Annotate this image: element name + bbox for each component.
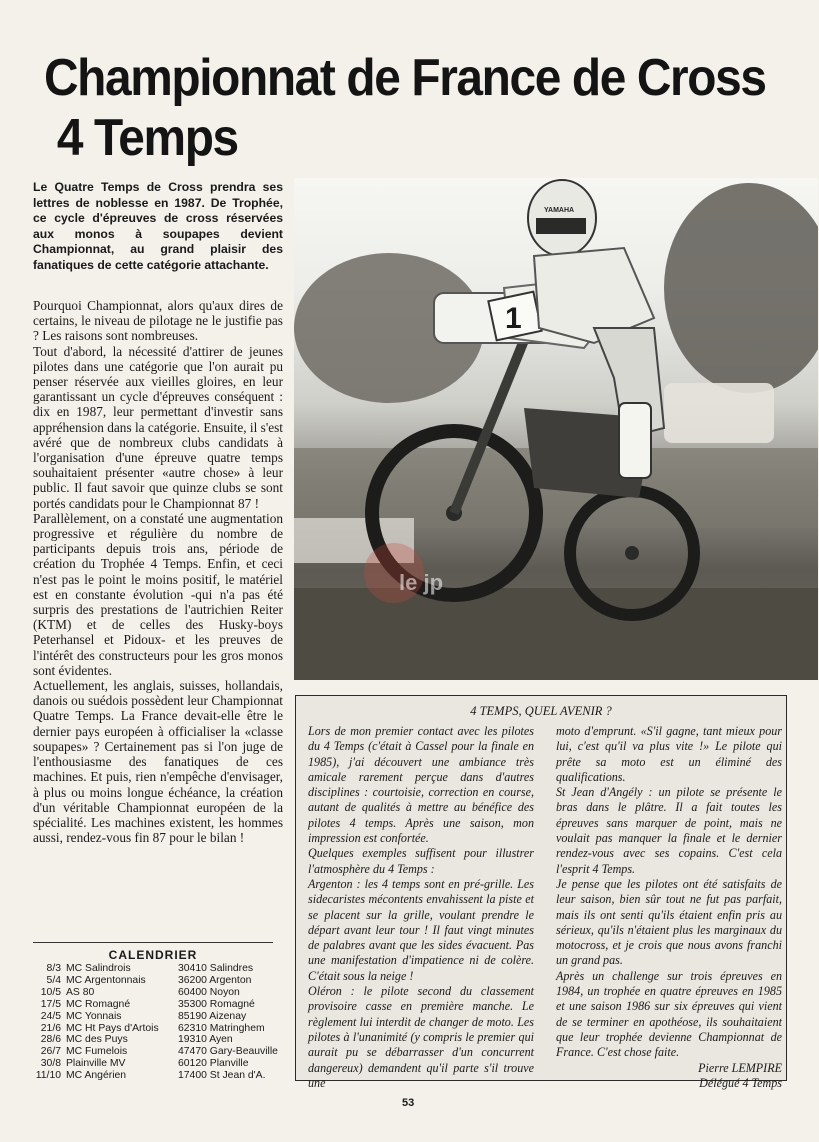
sidebar-paragraph: Argenton : les 4 temps sont en pré-grille. Les sidecaristes mécontents envahissent la piste et se placent sur la grille, voulant prendre le départ avant leur tour ! Il faut vingt minutes de palabres avant que les sides évacuent. Pas une manifestation d'impatience ni de colère. C'était sous la neige ! [308, 876, 534, 983]
body-paragraph: Parallèlement, on a constaté une augmentation progressive et régulière du nombre de participants depuis trois ans, période de création du Trophée 4 Temps. Enfin, et ceci n'est pas le point le moins positif, le matériel est en constante évolution -qui n'a pas été surpris des prestations de l'autrichien Reiter (KTM) et de celles des Husky-boys Peterhansel et Pidoux- et les preuves de l'intérêt des constructeurs pour les gros monos sont évidentes. [33, 510, 283, 678]
table-row [33, 1023, 283, 1035]
body-paragraph: Actuellement, les anglais, suisses, hollandais, danois ou suédois possèdent leur Championnat Quatre Temps. La France devait-elle être le dernier pays européen à officialiser la «classe soupapes» ? Certainement pas si l'on juge de l'enthousiasme des fanatiques de ces machines. Et puis, rien n'empêche d'envisager, à plus ou moins longue échéance, la création d'un véritable Championnat européen de la spécialité. Les machines existent, les hommes aussi, rendez-vous fin 87 pour le bilan ! [33, 678, 283, 846]
calendar-club: AS 80 [66, 986, 95, 998]
calendar-rule [33, 942, 273, 943]
photo-illustration [294, 178, 818, 680]
calendar-date: 26/7 [40, 1046, 61, 1058]
calendar-table [33, 963, 283, 1082]
watermark: le jp [399, 570, 444, 595]
calendar-club: MC Angérien [66, 1070, 127, 1082]
calendar-date: 11/10 [35, 1070, 61, 1082]
calendar-place: 17400 St Jean d'A. [178, 1070, 266, 1082]
table-row [33, 1058, 283, 1070]
table-row [33, 963, 283, 975]
article-body [33, 298, 283, 845]
title-line-2: 4 Temps [56, 109, 238, 167]
lead-paragraph: Le Quatre Temps de Cross prendra ses lettres de noblesse en 1987. De Trophée, ce cycle d'épreuves de cross réservées aux monos à soupapes devient Championnat, au grand plaisir des fanatiques de cette catégorie attachante. [33, 180, 283, 272]
calendar-date: 28/6 [40, 1034, 61, 1046]
calendar-date: 10/5 [40, 986, 61, 998]
calendar-place: 62310 Matringhem [178, 1022, 265, 1034]
calendar-date: 17/5 [40, 998, 61, 1010]
table-row [33, 999, 283, 1011]
table-row [33, 987, 283, 999]
sidebar-paragraph: Quelques exemples suffisent pour illustrer l'atmosphère du 4 Temps : [308, 846, 534, 876]
body-paragraph: Tout d'abord, la nécessité d'attirer de jeunes pilotes dans une catégorie que l'on aurait pu penser réservée aux vieilles gloires, en leur garantissant un cycle d'épreuves conséquent : dix en 1987, leur permettant d'investir sans appréhension dans la catégorie. Ensuite, il s'est avéré que de nombreux clubs candidats à l'organisation d'une épreuve quatre temps souhaitaient présenter «autre chose» à leur public. Il faut savoir que quinze clubs se sont portés candidats pour le Championnat 87 ! [33, 343, 283, 511]
sidebar-right-column [556, 724, 782, 1091]
calendar-date: 24/5 [40, 1010, 61, 1022]
page-number: 53 [402, 1097, 415, 1109]
table-row [33, 1070, 283, 1082]
sidebar-paragraph: Après un challenge sur trois épreuves en 1984, un trophée en quatre épreuves en 1985 et une saison 1986 sur six épreuves qui vient de se terminer en apothéose, ils souhaitaient que leur trophée devienne Championnat de France. C'est chose faite. [556, 968, 782, 1060]
calendar-club: MC Romagné [66, 998, 131, 1010]
calendar-club: MC Ht Pays d'Artois [66, 1022, 159, 1034]
calendar-date: 30/8 [40, 1058, 61, 1070]
sidebar-paragraph: moto d'emprunt. «S'il gagne, tant mieux pour lui, c'est qu'il va plus vite !» Le pilote qui prête sa moto est un éliminé des qualifications. [556, 724, 782, 784]
sidebar-paragraph: Oléron : le pilote second du classement provisoire casse en première manche. Le règlement lui interdit de changer de moto. Les pilotes à l'unanimité (y compris le premier qui aurait pu se débarrasser d'un concurrent dangereux) demandent qu'il parte s'il trouve une [308, 984, 534, 1090]
sidebar-paragraph: Lors de mon premier contact avec les pilotes du 4 Temps (c'était à Cassel pour la finale en 1985), j'ai découvert une ambiance très amicale rarement perçue dans d'autres disciplines : courtoisie, correction en course, autant de qualités à mettre au bénéfice des pilotes 4 temps. Après une saison, mon impression est confortée. [308, 724, 534, 846]
calendar-club: Plainville MV [66, 1058, 126, 1070]
sidebar-title: 4 TEMPS, QUEL AVENIR ? [470, 704, 612, 718]
calendar-place: 47470 Gary-Beauville [178, 1046, 278, 1058]
sidebar-left-column [308, 724, 534, 1091]
helmet-text: YAMAHA [544, 207, 575, 214]
sidebar-box [295, 695, 787, 1090]
calendar-place: 19310 Ayen [178, 1034, 233, 1046]
calendar-place: 85190 Aizenay [178, 1010, 247, 1022]
author-name: Pierre LEMPIRE [698, 1060, 782, 1075]
calendar-place: 60400 Noyon [178, 986, 240, 998]
title-line-1: Championnat de France de Cross [44, 49, 766, 107]
plate-number: 1 [505, 302, 522, 335]
motocross-photo [294, 178, 818, 680]
calendar-club: MC des Puys [66, 1034, 128, 1046]
calendar-place: 30410 Salindres [178, 963, 254, 974]
calendar-date: 5/4 [46, 974, 61, 986]
sidebar-paragraph: Je pense que les pilotes ont été satisfaits de leur saison, bien sûr tout ne fut pas parfait, mais ils ont senti qu'ils étaient enfin pris au sérieux, qu'ils n'étaient plus les marginaux du motocross, et je crois que nous avons franchi un grand pas. [556, 876, 782, 968]
calendar-club: MC Yonnais [66, 1010, 122, 1022]
table-row [33, 1034, 283, 1046]
calendar-title: CALENDRIER [108, 948, 198, 962]
sidebar-paragraph: St Jean d'Angély : un pilote se présente le bras dans le plâtre. Il a fait toutes les épreuves sans marquer de point, mais ne voulait pas manquer la finale et le dernier rendez-vous avec ses copains. C'est cela l'esprit 4 Temps. [556, 785, 782, 876]
calendar-club: MC Fumelois [66, 1046, 128, 1058]
author-role: Délégué 4 Temps [699, 1075, 782, 1090]
calendar-date: 21/6 [40, 1022, 61, 1034]
calendar-place: 35300 Romagné [178, 998, 255, 1010]
calendar-date: 8/3 [46, 963, 61, 974]
calendar-club: MC Salindrois [66, 963, 131, 974]
calendar-place: 60120 Planville [178, 1058, 249, 1070]
table-row [33, 1046, 283, 1058]
body-paragraph: Pourquoi Championnat, alors qu'aux dires de certains, le niveau de pilotage ne le justifie pas ? Les raisons sont nombreuses. [33, 298, 283, 344]
article-title [44, 48, 766, 168]
table-row [33, 1011, 283, 1023]
calendar-club: MC Argentonnais [66, 974, 146, 986]
calendar-place: 36200 Argenton [178, 974, 252, 986]
table-row [33, 975, 283, 987]
